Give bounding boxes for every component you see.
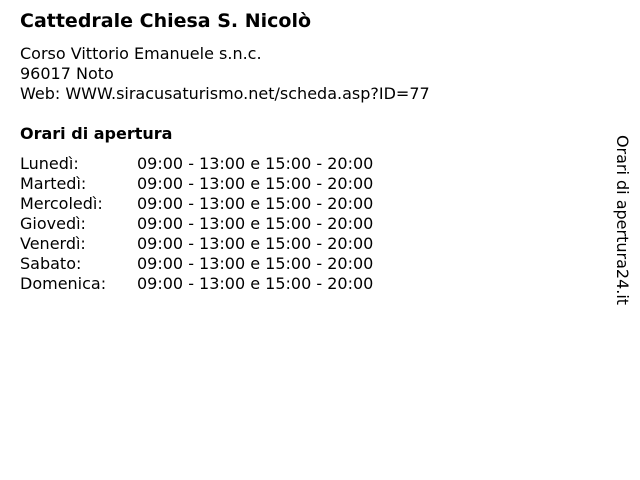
hours-value: 09:00 - 13:00 e 15:00 - 20:00 xyxy=(137,174,374,193)
hours-value: 09:00 - 13:00 e 15:00 - 20:00 xyxy=(137,194,374,213)
day-label: Martedì: xyxy=(20,174,87,193)
day-label: Domenica: xyxy=(20,274,107,293)
hours-row-friday xyxy=(20,234,373,254)
day-label: Venerdì: xyxy=(20,234,86,253)
day-label: Sabato: xyxy=(20,254,82,273)
opening-hours-title: Orari di apertura xyxy=(20,124,173,143)
street-address: Corso Vittorio Emanuele s.n.c. xyxy=(20,44,262,63)
website-text: Web: WWW.siracusaturismo.net/scheda.asp?ID=77 xyxy=(20,84,430,103)
city-address: 96017 Noto xyxy=(20,64,114,83)
hours-row-tuesday xyxy=(20,174,373,194)
place-title: Cattedrale Chiesa S. Nicolò xyxy=(20,10,312,32)
address-block xyxy=(20,44,430,104)
hours-value: 09:00 - 13:00 e 15:00 - 20:00 xyxy=(137,254,374,273)
site-brand-text: Orari di apertura24.it xyxy=(613,134,632,306)
opening-hours-table xyxy=(20,154,373,294)
day-label: Giovedì: xyxy=(20,214,86,233)
hours-row-thursday xyxy=(20,214,373,234)
hours-row-monday xyxy=(20,154,373,174)
hours-value: 09:00 - 13:00 e 15:00 - 20:00 xyxy=(137,274,374,293)
hours-row-saturday xyxy=(20,254,373,274)
hours-value: 09:00 - 13:00 e 15:00 - 20:00 xyxy=(137,154,374,173)
site-brand-vertical xyxy=(612,134,632,306)
hours-row-sunday xyxy=(20,274,373,294)
day-label: Lunedì: xyxy=(20,154,79,173)
hours-value: 09:00 - 13:00 e 15:00 - 20:00 xyxy=(137,214,374,233)
hours-row-wednesday xyxy=(20,194,373,214)
day-label: Mercoledì: xyxy=(20,194,103,213)
hours-value: 09:00 - 13:00 e 15:00 - 20:00 xyxy=(137,234,374,253)
